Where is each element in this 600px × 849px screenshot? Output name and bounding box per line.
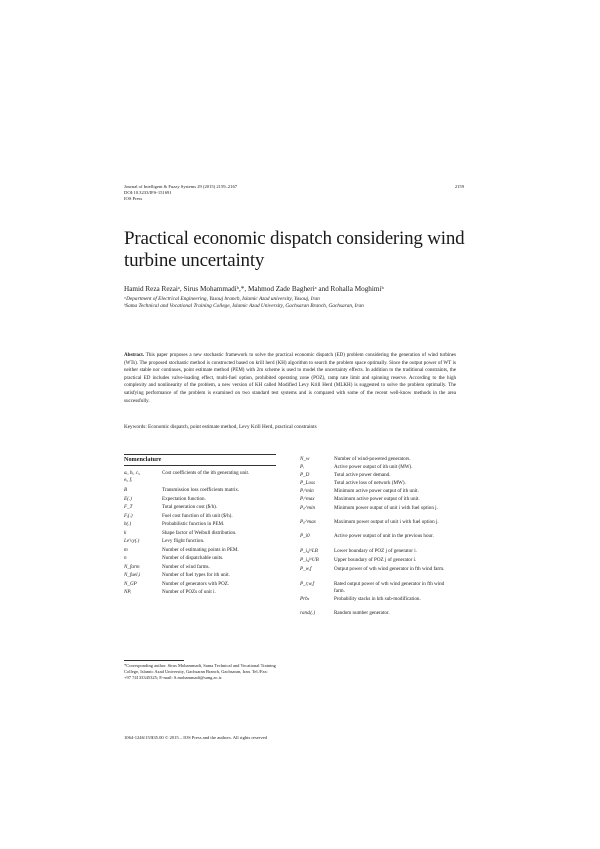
nomenclature-definition: Minimum active power output of ith unit.: [334, 488, 419, 494]
nomenclature-definition: Number of fuel types for ith unit.: [162, 572, 230, 578]
nomenclature-symbol: n: [124, 555, 127, 561]
nomenclature-definition: Expectation function.: [162, 495, 206, 502]
nomenclature-symbol: N_farm: [124, 563, 140, 570]
nomenclature-definition: Number of wind farms.: [162, 563, 210, 570]
nomenclature-right-column: [300, 456, 458, 696]
nomenclature-symbol: Pᵢ^max: [300, 496, 315, 502]
author-list: Hamid Reza Rezaiᵃ, Sirus Mohammadiᵇ,*, Mahmod Zade Bagheriᵃ and Rohalla Moghimiᵇ: [124, 285, 384, 293]
nomenclature-heading: Nomenclature: [124, 456, 162, 463]
nomenclature-definition: Output power of wth wind generator in fth wind farm.: [334, 566, 445, 572]
nomenclature-definition: Active power output of unit in the previous hour.: [334, 533, 434, 539]
nomenclature-definition: Probability stacks in kth sub-modification.: [334, 596, 421, 602]
nomenclature-symbol: P_w,f: [300, 566, 312, 572]
nomenclature-symbol: F_T: [124, 504, 133, 510]
nomenclature-symbol: m: [124, 546, 128, 553]
affiliation-b: ᵇSama Technical and Vocational Training College, Islamic Azad University, Gachsaran Branch, Gachsaran, Iran: [124, 302, 364, 309]
nomenclature-definition: Random number generator.: [334, 610, 390, 616]
nomenclature-symbol: Pᵢⱼ^min: [300, 505, 316, 511]
paper-title: [124, 228, 484, 272]
nomenclature-symbol: E(.): [124, 495, 132, 502]
title-line-2: turbine uncertainty: [124, 250, 265, 271]
nomenclature-definition: Number of wind-powered generators.: [334, 456, 411, 462]
affiliation-a: ᵃDepartment of Electrical Engineering, Yasouj branch, Islamic Azad university, Yasouj, Iran: [124, 296, 320, 302]
nomenclature-definition: Total active power demand.: [334, 472, 391, 478]
nomenclature-definition: Transmission loss coefficients matrix.: [162, 487, 240, 493]
nomenclature-definition: Probabilistic function in PEM.: [162, 521, 225, 527]
nomenclature-symbol: aᵢ, bᵢ, cᵢ,: [124, 470, 141, 476]
nomenclature-definition: Total active loss of network (MW).: [334, 480, 406, 486]
nomenclature-left-column: [124, 470, 276, 655]
nomenclature-definition: Levy flight function.: [162, 538, 205, 544]
nomenclature-definition: Number of estimating points in PEM.: [162, 546, 239, 553]
nomenclature-symbol: P_i,j^UB: [300, 557, 319, 563]
nomenclature-symbol: Prbₖ: [300, 596, 310, 602]
nomenclature-symbol: Le'vy(.): [124, 538, 140, 544]
nomenclature-symbol: Pᵢⱼ^max: [300, 519, 316, 525]
page-number: 2159: [454, 184, 464, 189]
nomenclature-definition: Maximum active power output of ith unit.: [334, 496, 420, 502]
abstract-label: Abstract.: [124, 352, 145, 358]
nomenclature-definition: Number of dispatchable units.: [162, 555, 224, 561]
nomenclature-header-rule: [124, 465, 276, 466]
nomenclature-top-rule: [124, 454, 276, 455]
nomenclature-definition: Shape factor of Weibull distribution.: [162, 529, 237, 536]
nomenclature-definition: Upper boundary of POZ j of generator i.: [334, 557, 417, 563]
corresponding-author-footnote: *Corresponding author. Sirus Mohammadi, Sama Technical and Vocational Training College, Islamic Azad University, Gachsaran Branch, Gachsaran, Iran. Tel./Fax: +97 74133345325; E-mail: S.mohammadi@sang.ac.ir.: [124, 663, 276, 681]
nomenclature-symbol: Pᵢ: [300, 464, 304, 470]
nomenclature-symbol: P_i0: [300, 533, 310, 539]
doi: DOI:10.3233/IFS-151691: [124, 190, 172, 195]
nomenclature-definition: Lower boundary of POZ j of generator i.: [334, 548, 417, 554]
nomenclature-symbol: P_r,w,f: [300, 581, 315, 587]
nomenclature-symbol: randᵢ(.): [300, 610, 316, 616]
publisher: IOS Press: [124, 196, 143, 201]
nomenclature-symbol: k: [124, 529, 127, 536]
title-line-1: Practical economic dispatch considering wind: [124, 228, 465, 249]
journal-citation: Journal of Intelligent & Fuzzy Systems 29 (2015) 2159–2167: [124, 184, 238, 189]
nomenclature-symbol: h(.): [124, 521, 132, 527]
nomenclature-definition: Active power output of ith unit (MW).: [334, 464, 413, 470]
nomenclature-definition: Total generation cost ($/h).: [162, 504, 218, 510]
nomenclature-definition: Rated output power of wth wind generator in fth wind farm.: [334, 581, 445, 594]
nomenclature-definition: Fuel cost function of ith unit ($/h).: [162, 512, 233, 519]
nomenclature-definition: Number of generators with POZ.: [162, 580, 230, 587]
nomenclature-symbol: N_fuel,i: [124, 572, 141, 578]
affiliations: [124, 296, 484, 310]
abstract-text: This paper proposes a new stochastic framework to solve the practical economic dispatch (ED) problem considering the generation of wind turbines (WTs). The proposed stochastic method is constructed based on krill herd (KH) algorithm to search the problem space optimally. Since the output power of WT is neither stable nor continues, point estimate method (PEM) with 2m scheme is used to model the uncertainty effects. In addition to the traditional constraints, the practical ED includes valve-loading effect, multi-fuel option, prohibited operating zone (POZ), ramp rate limit and spinning reserve. According to the high complexity and nonlinearity of the problem, a new version of KH called Modified Levy Krill Herd (MLKH) is suggested to solve the problem optimally. The satisfying performance of the problem is examined on two standard test systems and is compared with some of the recent well-know methods in the area successfully.: [124, 352, 457, 404]
nomenclature-symbol: P_Loss: [300, 480, 316, 486]
abstract: [124, 352, 456, 405]
nomenclature-symbol: eᵢ, fᵢ: [124, 476, 132, 483]
copyright-line: 1064-1246/15/$35.00 © 2015 – IOS Press and the authors. All rights reserved: [124, 735, 267, 740]
nomenclature-definition: Cost coefficients of the ith generating unit.: [162, 470, 250, 476]
nomenclature-definition: Minimum power output of unit i with fuel option j.: [334, 505, 438, 511]
nomenclature-definition: Maximum power output of unit i with fuel option j.: [334, 519, 439, 525]
nomenclature-symbol: Fᵢ(.): [124, 512, 133, 519]
nomenclature-symbol: B: [124, 487, 128, 493]
nomenclature-symbol: NPᵢ: [124, 589, 132, 595]
nomenclature-symbol: P_i,j^LB: [300, 548, 318, 554]
nomenclature-definition: Number of POZs of unit i.: [162, 589, 216, 595]
running-header: [124, 184, 464, 202]
nomenclature-symbol: P_D: [300, 472, 310, 478]
nomenclature-symbol: N_GP: [124, 580, 137, 587]
nomenclature-symbol: Pᵢ^min: [300, 488, 314, 494]
footnote-rule: [124, 660, 184, 661]
nomenclature-symbol: N_w: [300, 456, 310, 462]
keywords: Keywords: Economic dispatch, point estimate method, Levy Krill Herd, practical constraints: [124, 424, 317, 430]
